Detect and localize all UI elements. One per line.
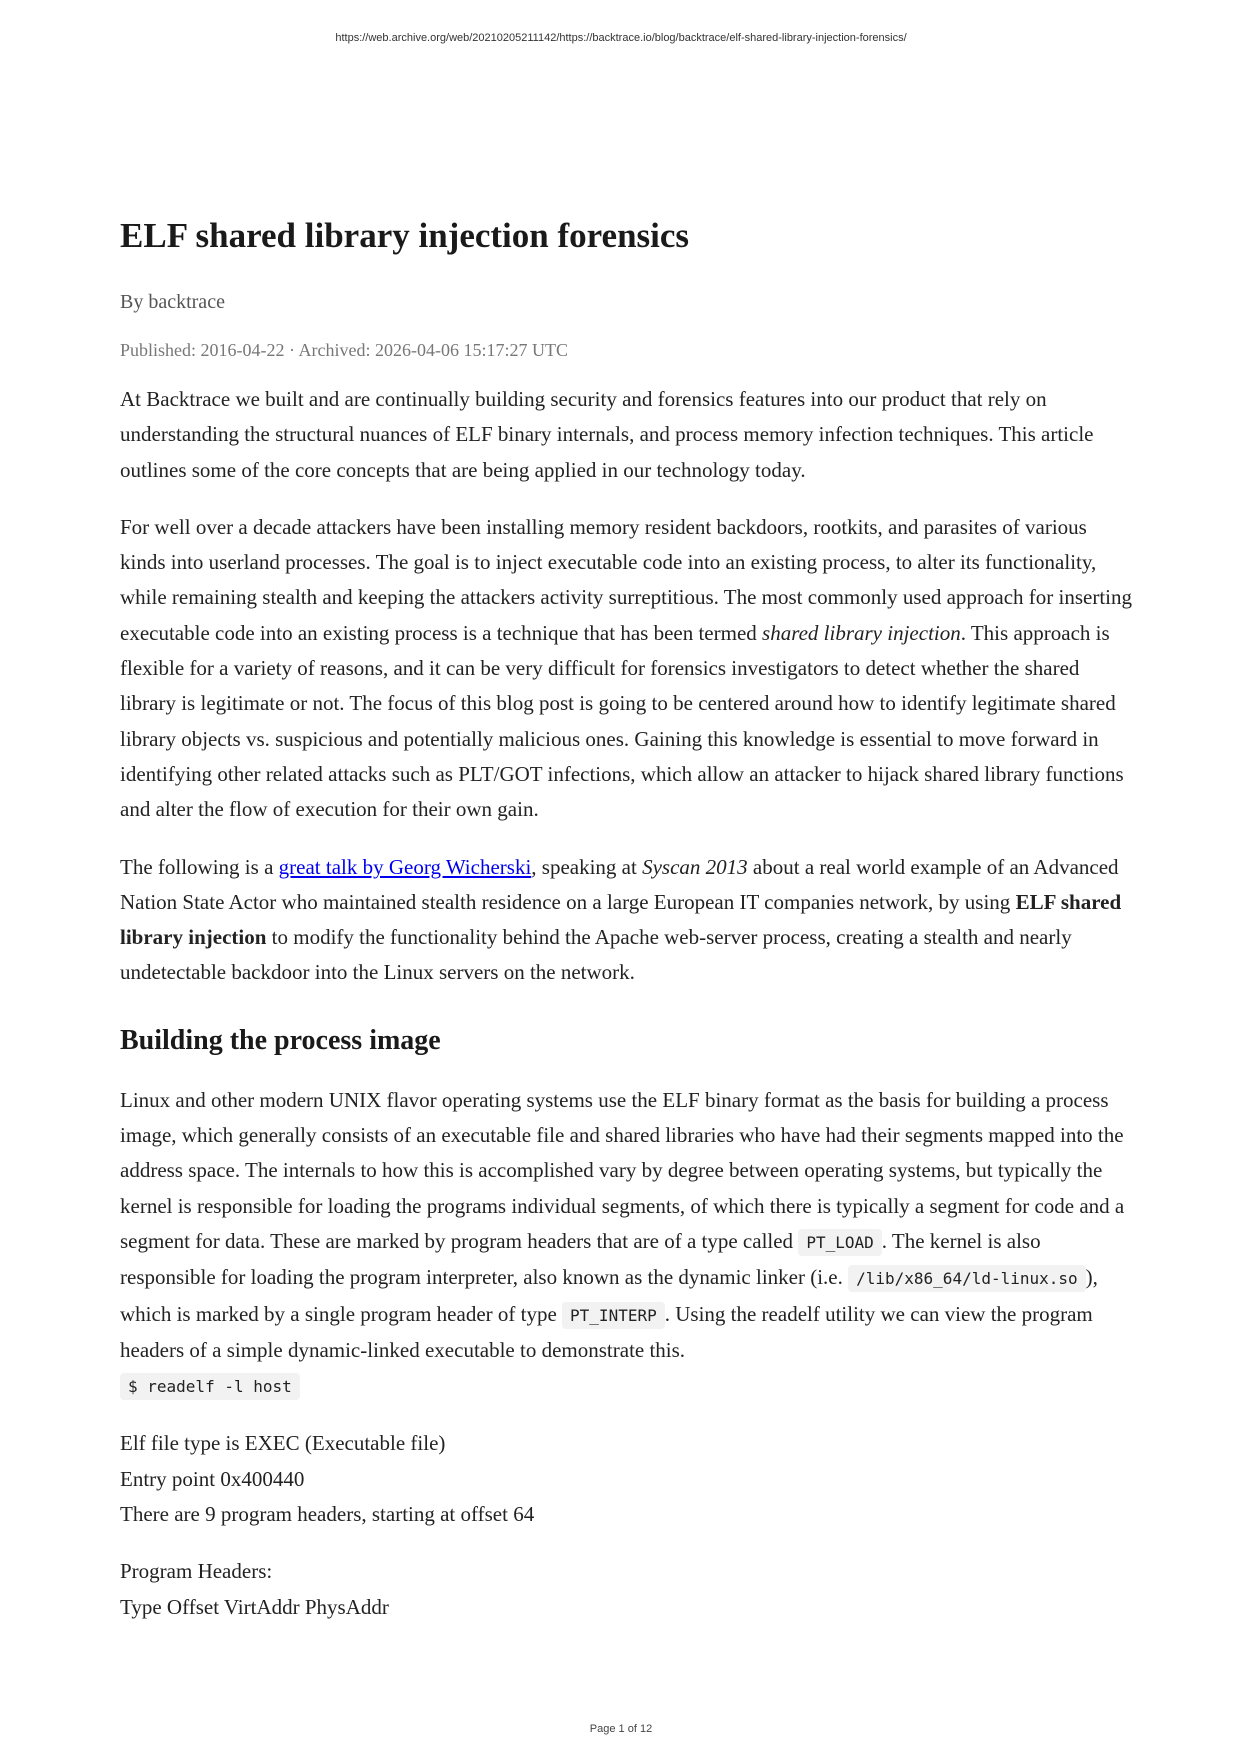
text: The following is a [120, 854, 279, 879]
section-heading: Building the process image [120, 1024, 441, 1056]
page-number: Page 1 of 12 [589, 1723, 653, 1735]
text: . This approach is flexible for a variety of reasons, and it can be very difficult for forensics investigators to detect whether the shared library is legitimate or not. The focus of this blog post is going to be centered around how to identify legitimate shared library objects vs. suspicious and potentially malicious ones. Gaining this knowledge is essential to move forward in identifying other related attacks such as PLT/GOT infections, which allow an attacker to hijack shared library functions and alter the flow of execution for their own gain. [120, 620, 1124, 822]
text: . Using the readelf utility we can view the program headers of a simple dynamic-linked executable to demonstrate this. [120, 1301, 1093, 1362]
inline-code: PT_LOAD [798, 1229, 881, 1256]
byline: By backtrace [120, 291, 225, 313]
source-url: https://web.archive.org/web/20210205211142/https://backtrace.io/blog/backtrace/elf-shared-library-injection-forensics/ [335, 32, 907, 44]
inline-code: PT_INTERP [562, 1302, 665, 1329]
intro-paragraph: At Backtrace we built and are continually building security and forensics features into our product that rely on understanding the structural nuances of ELF binary internals, and process memory infection techniques. This article outlines some of the core concepts that are being applied in our technology today. [120, 387, 1094, 482]
emphasis: Syscan 2013 [642, 854, 748, 879]
strong-text: ELF shared library injection [120, 889, 1122, 950]
text: to modify the functionality behind the Apache web-server process, creating a stealth and nearly undetectable backdoor into the Linux servers on the network. [120, 925, 1072, 985]
output-line: Entry point 0x400440 [120, 1466, 305, 1491]
output-line: Program Headers: [120, 1559, 273, 1584]
text: about a real world example of an Advanced Nation State Actor who maintained stealth residence on a large European IT companies network, by using [120, 854, 1119, 914]
inline-code-command: $ readelf -l host [120, 1373, 300, 1400]
text: ), which is marked by a single program header of type [120, 1265, 1098, 1326]
talk-link[interactable]: great talk by Georg Wicherski [278, 854, 532, 879]
inline-code: /lib/x86_64/ld-linux.so [848, 1265, 1086, 1292]
text: Linux and other modern UNIX flavor operating systems use the ELF binary format as the basis for building a process image, which generally consists of an executable file and shared libraries who have had their segments mapped into the address space. The internals to how this is accomplished vary by degree between operating systems, but typically the kernel is responsible for loading the programs individual segments, of which there is typically a segment for code and a segment for data. These are marked by program headers that are of a type called [120, 1087, 1125, 1253]
text: . The kernel is also responsible for loading the program interpreter, also known as the dynamic linker (i.e. [120, 1228, 1041, 1290]
readelf-output [120, 1426, 1132, 1532]
paragraph-attackers [120, 510, 1132, 828]
publish-meta: Published: 2016-04-22 · Archived: 2026-04-06 15:17:27 UTC [120, 340, 568, 360]
paragraph-talk [120, 850, 1132, 991]
article [120, 214, 1132, 1647]
output-line: There are 9 program headers, starting at offset 64 [120, 1502, 535, 1527]
program-headers-output [120, 1554, 1132, 1625]
output-line: Elf file type is EXEC (Executable file) [120, 1431, 446, 1456]
emphasis: shared library injection [762, 620, 961, 645]
output-line: Type Offset VirtAddr PhysAddr [120, 1594, 389, 1619]
page-title: ELF shared library injection forensics [120, 216, 690, 255]
text: , speaking at [531, 854, 643, 879]
text: For well over a decade attackers have been installing memory resident backdoors, rootkits, and parasites of various kinds into userland processes. The goal is to inject executable code into an existing process, to alter its functionality, while remaining stealth and keeping the attackers activity surreptitious. The most commonly used approach for inserting executable code into an existing process is a technique that has been termed [120, 514, 1133, 645]
paragraph-process-image [120, 1083, 1132, 1405]
